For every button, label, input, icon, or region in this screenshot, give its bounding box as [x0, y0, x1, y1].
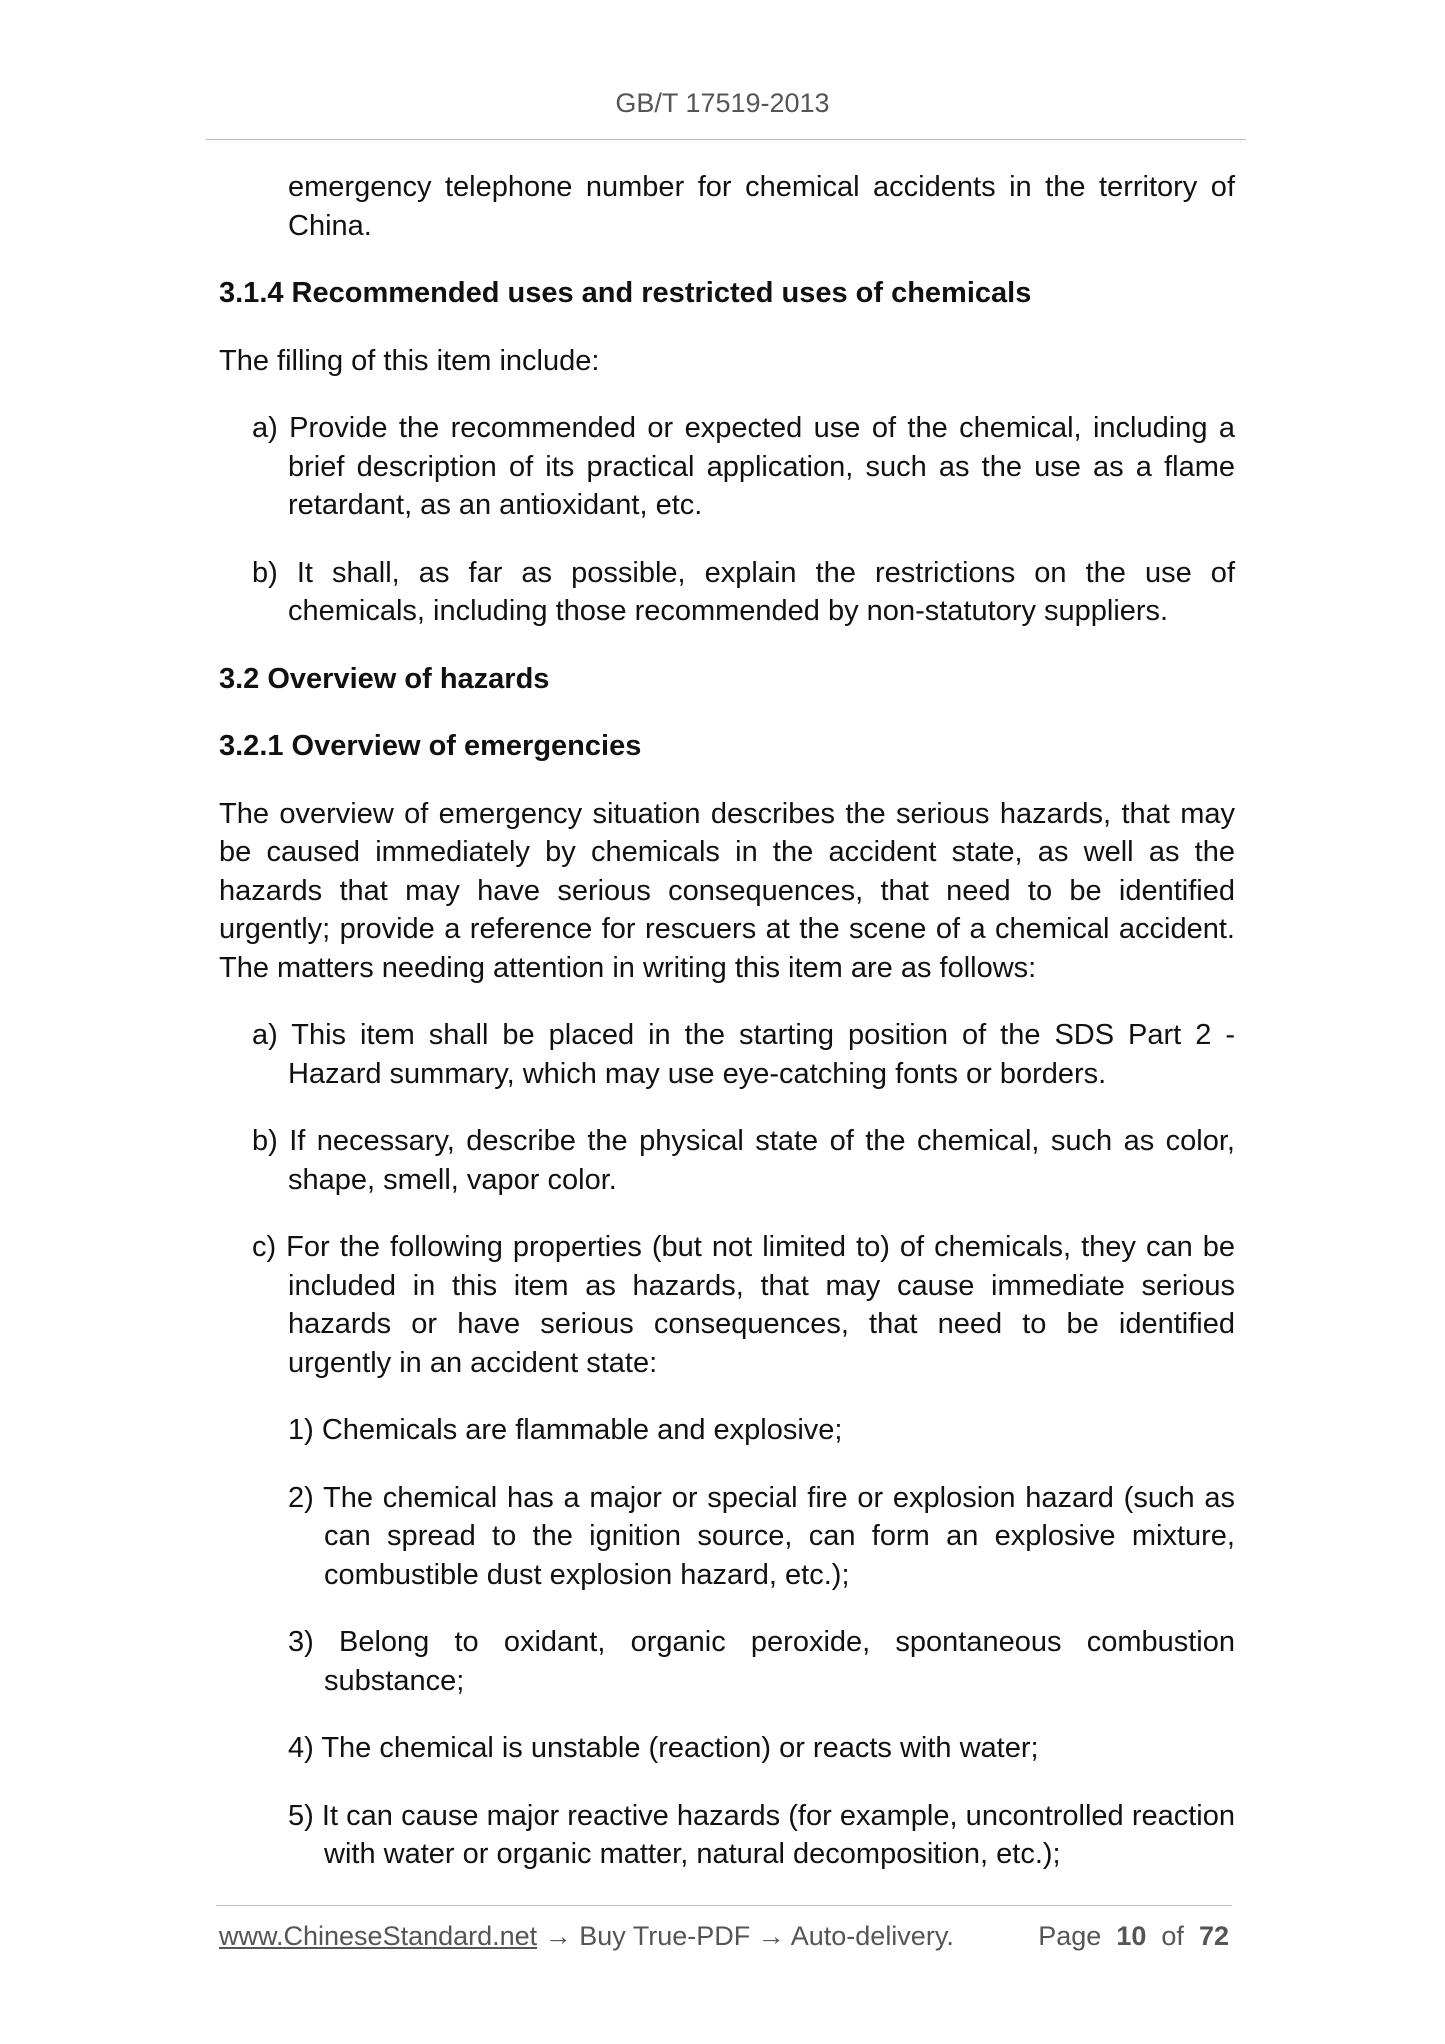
continuation-paragraph: emergency telephone number for chemical accidents in the territory of China. — [288, 171, 1235, 242]
document-header-title: GB/T 17519-2013 — [615, 88, 830, 118]
section-3-2-1-heading: 3.2.1 Overview of emergencies — [219, 730, 642, 762]
sub-list-item-4: 4) The chemical is unstable (reaction) or reacts with water; — [288, 1732, 1039, 1764]
section-3-1-4-heading: 3.1.4 Recommended uses and restricted uses of chemicals — [219, 277, 1032, 309]
list-item-b: b) If necessary, describe the physical state of the chemical, such as color, shape, smell, vapor color. — [252, 1125, 1235, 1196]
page-label: Page — [1038, 1921, 1102, 1951]
website-link[interactable]: www.ChineseStandard.net — [219, 1921, 538, 1951]
sub-list-item-3: 3) Belong to oxidant, organic peroxide, spontaneous combustion substance; — [288, 1626, 1235, 1697]
footer-divider — [216, 1905, 1232, 1906]
total-page-count: 72 — [1198, 1921, 1229, 1951]
sub-list-item-5: 5) It can cause major reactive hazards (for example, uncontrolled reaction with water or organic matter, natural decomposition, etc.); — [288, 1799, 1235, 1870]
document-body — [219, 168, 1235, 1903]
section-3-2-1-paragraph: The overview of emergency situation describes the serious hazards, that may be caused immediately by chemicals in the accident state, as well as the hazards that may have serious consequences, that need to be identified urgently; provide a reference for rescuers at the scene of a chemical accident. The matters needing attention in writing this item are as follows: — [219, 797, 1235, 984]
sub-list-item-1: 1) Chemicals are flammable and explosive; — [288, 1414, 843, 1446]
list-item-a: a) This item shall be placed in the starting position of the SDS Part 2 - Hazard summary, which may use eye-catching fonts or borders. — [252, 1019, 1235, 1090]
list-item-a: a) Provide the recommended or expected use of the chemical, including a brief description of its practical application, such as the use as a flame retardant, as an antioxidant, etc. — [252, 412, 1235, 521]
sub-list-item-2: 2) The chemical has a major or special fire or explosion hazard (such as can spread to the ignition source, can form an explosive mixture, combustible dust explosion hazard, etc.); — [288, 1481, 1235, 1591]
header-divider — [206, 139, 1246, 140]
list-item-c: c) For the following properties (but not limited to) of chemicals, they can be included in this item as hazards, that may cause immediate serious hazards or have serious consequences, that need to be identified urgently in an accident state: — [252, 1231, 1235, 1379]
footer-promo — [219, 1921, 954, 1952]
page-of-label: of — [1161, 1921, 1184, 1951]
list-item-b: b) It shall, as far as possible, explain the restrictions on the use of chemicals, including those recommended by non-statutory suppliers. — [252, 556, 1235, 627]
page-indicator — [1038, 1921, 1229, 1952]
section-3-1-4-intro: The filling of this item include: — [219, 344, 600, 377]
section-3-2-heading: 3.2 Overview of hazards — [219, 662, 550, 695]
current-page-number: 10 — [1116, 1921, 1147, 1951]
footer-tagline: → Buy True-PDF → Auto-delivery. — [537, 1921, 954, 1951]
page-footer — [219, 1921, 1229, 1952]
